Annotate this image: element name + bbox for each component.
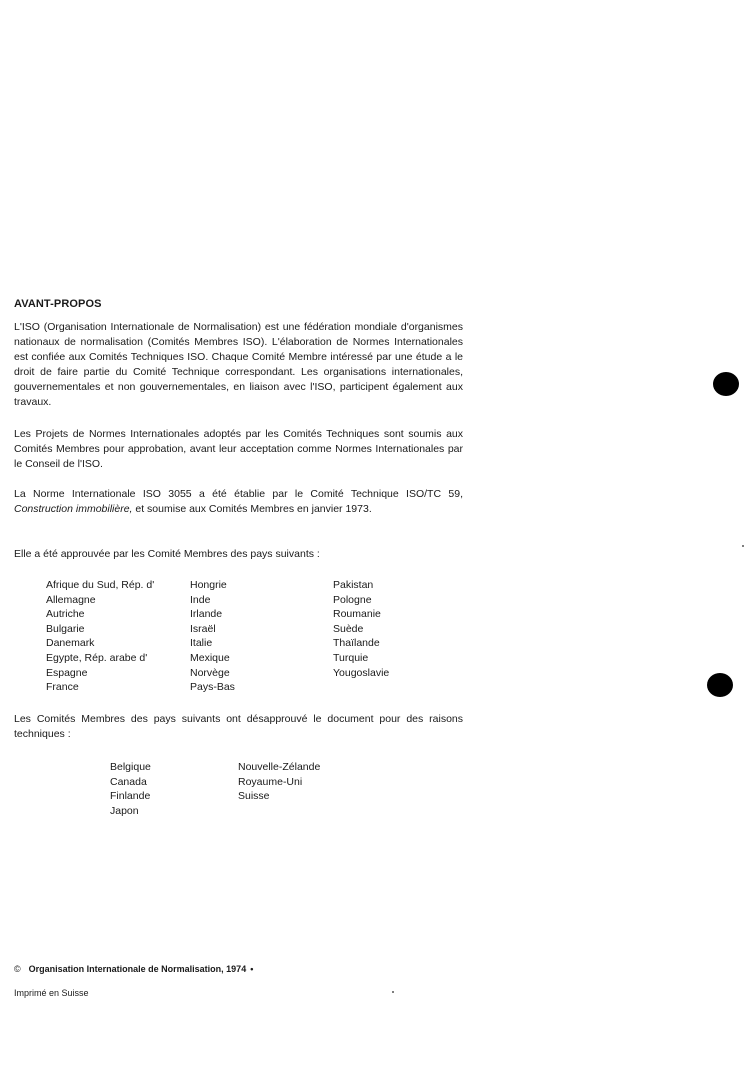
standard-text-before: La Norme Internationale ISO 3055 a été établie par le Comité Technique ISO/TC 59, — [14, 488, 463, 500]
country-item: Irlande — [190, 608, 223, 621]
country-item: Mexique — [190, 651, 230, 664]
country-item: Suisse — [238, 790, 270, 803]
projects-paragraph: Les Projets de Normes Internationales adoptés par les Comités Techniques sont soumis aux Comités Membres pour approbation, avant leur acceptation comme Normes Internationales par le Conseil de l'ISO. — [14, 428, 463, 470]
approved-intro: Elle a été approuvée par les Comité Membres des pays suivants : — [14, 548, 320, 560]
approved-countries-col1 — [46, 578, 154, 695]
country-item: Suède — [333, 622, 364, 635]
country-item: Allemagne — [46, 593, 96, 606]
copyright-symbol: © — [14, 964, 21, 974]
country-item: Yougoslavie — [333, 666, 390, 679]
country-item: France — [46, 681, 79, 694]
country-item: Roumanie — [333, 608, 381, 621]
country-item: Italie — [190, 637, 213, 650]
country-item: Pakistan — [333, 579, 374, 591]
country-item: Espagne — [46, 666, 88, 679]
scan-speck — [392, 991, 394, 993]
disapproved-countries-col1 — [110, 760, 151, 818]
punch-hole-top — [713, 372, 739, 396]
intro-paragraph: L'ISO (Organisation Internationale de Normalisation) est une fédération mondiale d'organismes nationaux de normalisation (Comités Membres ISO). L'élaboration de Normes Internationales est confiée aux Comités Techniques ISO. Chaque Comité Membre intéressé par une étude a le droit de faire partie du Comité Technique correspondant. Les organisations internationales, gouvernementales et non gouvernementales, en liaison avec l'ISO, participent également aux travaux. — [14, 321, 463, 408]
country-item: Israël — [190, 622, 216, 635]
printed-in-label: Imprimé en Suisse — [14, 988, 89, 998]
copyright-line — [14, 964, 253, 974]
country-item: Thaïlande — [333, 637, 380, 650]
bullet-icon: • — [250, 964, 254, 974]
committee-title: Construction immobilière, — [14, 503, 133, 515]
approved-countries-col2 — [190, 578, 235, 695]
disapproved-intro: Les Comités Membres des pays suivants ont désapprouvé le document pour des raisons techniques : — [14, 713, 463, 740]
country-item: Danemark — [46, 637, 95, 650]
country-item: Autriche — [46, 608, 85, 621]
country-item: Belgique — [110, 761, 151, 773]
country-item: Afrique du Sud, Rép. d' — [46, 579, 155, 591]
country-item: Turquie — [333, 651, 369, 664]
disapproved-countries-col2 — [238, 760, 320, 804]
country-item: Pays-Bas — [190, 681, 235, 694]
country-item: Inde — [190, 593, 211, 606]
country-item: Hongrie — [190, 579, 227, 591]
country-item: Norvège — [190, 666, 230, 679]
country-item: Bulgarie — [46, 622, 85, 635]
country-item: Royaume-Uni — [238, 775, 303, 788]
punch-hole-bottom — [707, 673, 733, 697]
country-item: Egypte, Rép. arabe d' — [46, 651, 148, 664]
country-item: Nouvelle-Zélande — [238, 761, 321, 773]
country-item: Pologne — [333, 593, 372, 606]
approved-countries-col3 — [333, 578, 389, 680]
scan-speck — [742, 545, 744, 547]
standard-paragraph — [14, 487, 463, 517]
copyright-text: Organisation Internationale de Normalisation, 1974 — [28, 964, 247, 974]
standard-text-after: et soumise aux Comités Membres en janvier 1973. — [132, 503, 372, 515]
country-item: Finlande — [110, 790, 151, 803]
country-item: Canada — [110, 775, 147, 788]
foreword-heading: AVANT-PROPOS — [14, 298, 102, 310]
country-item: Japon — [110, 804, 139, 817]
